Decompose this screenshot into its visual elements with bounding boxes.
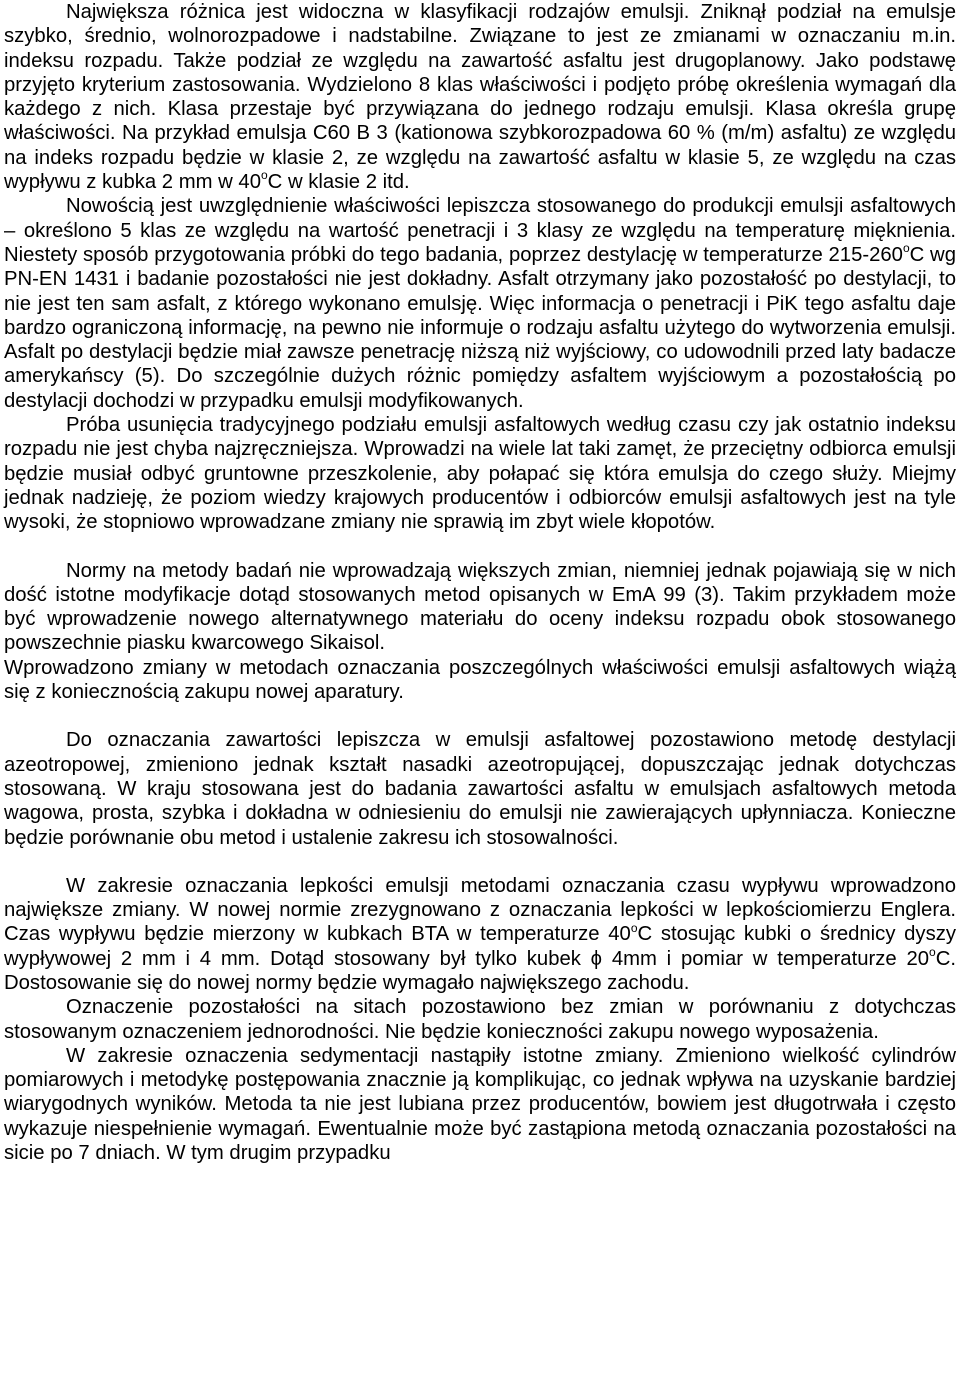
paragraph-9-text: W zakresie oznaczenia sedymentacji nastąpiły istotne zmiany. Zmieniono wielkość cylindrów pomiarowych i metodykę postępowania znacznie ją komplikując, co jednak wpływa na uzyskanie bardziej wiarygodnych wyników. Metoda ta nie jest lubiana przez producentów, bowiem jest długotrwała i często wykazuje niespełnienie wymagań. Ewentualnie może być zastąpiona metodą oznaczania pozostałości na sicie po 7 dniach. W tym drugim przypadku <box>4 1044 956 1165</box>
paragraph-3 <box>4 413 956 534</box>
paragraph-7-text: W zakresie oznaczania lepkości emulsji metodami oznaczania czasu wypływu wprowadzono największe zmiany. W nowej normie zrezygnowano z oznaczania lepkości w lepkościomierzu Englera. Czas wypływu będzie mierzony w kubkach BTA w temperaturze 40 <box>4 874 956 946</box>
paragraph-6-text: Do oznaczania zawartości lepiszcza w emulsji asfaltowej pozostawiono metodę destylacji azeotropowej, zmieniono jednak kształt nasadki azeotropującej, dopuszczając jednak dotychczas stosowaną. W kraju stosowana jest do badania zawartości asfaltu w emulsjach asfaltowych metoda wagowa, prosta, szybka i dokładna w odniesieniu do emulsji nie zawierających upłynniacza. Konieczne będzie porównanie obu metod i ustalenie zakresu ich stosowalności. <box>4 729 956 849</box>
paragraph-9 <box>4 1044 956 1165</box>
paragraph-8-text: Oznaczenie pozostałości na sitach pozostawiono bez zmian w porównaniu z dotychczas stosowanym oznaczeniem jednorodności. Nie będzie konieczności zakupu nowego wyposażenia. <box>4 996 956 1043</box>
paragraph-spacer <box>4 850 956 874</box>
paragraph-7-text-end: C. Dostosowanie się do nowej normy będzie wymagało największego zachodu. <box>4 947 956 994</box>
degree-superscript: o <box>902 241 910 256</box>
paragraph-4-text: Normy na metody badań nie wprowadzają większych zmian, niemniej jednak pojawiają się w nich dość istotne modyfikacje dotąd stosowanych metod opisanych w EmA 99 (3). Takim przykładem może być wprowadzenie nowego alternatywnego materiału do oceny indeksu rozpadu obok stosowanego powszechnie piasku kwarcowego Sikaisol. <box>4 559 956 655</box>
paragraph-spacer <box>4 535 956 559</box>
paragraph-8 <box>4 995 956 1044</box>
paragraph-6 <box>4 728 956 849</box>
paragraph-2-text: Nowością jest uwzględnienie właściwości lepiszcza stosowanego do produkcji emulsji asfaltowych – określono 5 klas ze względu na wartość penetracji i 3 klasy ze względu na temperaturę mięknienia. Niestety sposób przygotowania próbki do tego badania, poprzez destylację w temperaturze 215-260 <box>4 195 956 266</box>
paragraph-1-text: Największa różnica jest widoczna w klasyfikacji rodzajów emulsji. Zniknął podział na emulsje szybko, średnio, wolnorozpadowe i nadstabilne. Związane to jest ze zmianami w oznaczaniu m.in. indeksu rozpadu. Także podział ze względu na zawartość asfaltu jest drugoplanowy. Jako podstawę przyjęto kryterium zastosowania. Wydzielono 8 klas właściwości i podjęto próbę określenia wymagań dla każdego z nich. Klasa przestaje być przywiązana do jednego rodzaju emulsji. Klasa określa grupę właściwości. Na przykład emulsja C60 B 3 (kationowa szybkorozpadowa 60 % (m/m) asfaltu) ze względu na indeks rozpadu będzie w klasie 2, ze względu na zawartość asfaltu w klasie 5, ze względu na czas wypływu z kubka 2 mm w 40 <box>4 1 956 194</box>
paragraph-3-text: Próba usunięcia tradycyjnego podziału emulsji asfaltowych według czasu czy jak ostatnio indeksu rozpadu nie jest chyba najzręczniejsza. Wprowadzi na wiele lat taki zamęt, że przeciętny odbiorca emulsji będzie musiał odbyć gruntowne przeszkolenie, aby połapać się która emulsja do czego służy. Miejmy jednak nadzieję, że poziom wiedzy krajowych producentów i odbiorców emulsji asfaltowych jest na tyle wysoki, że stopniowo wprowadzane zmiany nie sprawią im zbyt wiele kłopotów. <box>4 414 956 534</box>
degree-superscript: o <box>630 920 638 935</box>
paragraph-4 <box>4 559 956 656</box>
paragraph-2 <box>4 194 956 413</box>
paragraph-7-text-mid: C stosując kubki o średnicy dyszy wypływowej 2 mm i 4 mm. Dotąd stosowany był tylko kubek ϕ 4mm i pomiar w temperaturze 20 <box>4 923 956 970</box>
paragraph-5-text: Wprowadzono zmiany w metodach oznaczania poszczególnych właściwości emulsji asfaltowych wiążą się z koniecznością zakupu nowej aparatury. <box>4 656 956 704</box>
paragraph-1 <box>4 0 956 194</box>
paragraph-2-text-end: C wg PN-EN 1431 i badanie pozostałości nie jest dokładny. Asfalt otrzymany jako pozostałość po destylacji, to nie jest ten sam asfalt, z którego wykonano emulsję. Więc informacja o penetracji i PiK tego asfaltu daje bardzo ograniczoną informację, na pewno nie informuje o rodzaju asfaltu użytego do wytworzenia emulsji. Asfalt po destylacji będzie miał zawsze penetrację niższą niż wyjściowy, co udowodnili przed laty badacze amerykańscy (5). Do szczególnie dużych różnic pomiędzy asfaltem wyjściowym a pozostałością po destylacji dochodzi w przypadku emulsji modyfikowanych. <box>4 243 956 412</box>
degree-superscript: o <box>929 944 936 959</box>
paragraph-spacer <box>4 704 956 728</box>
paragraph-1-text-end: C w klasie 2 itd. <box>267 171 410 194</box>
paragraph-7 <box>4 874 956 995</box>
paragraph-5 <box>4 656 956 705</box>
degree-superscript: o <box>260 168 268 183</box>
